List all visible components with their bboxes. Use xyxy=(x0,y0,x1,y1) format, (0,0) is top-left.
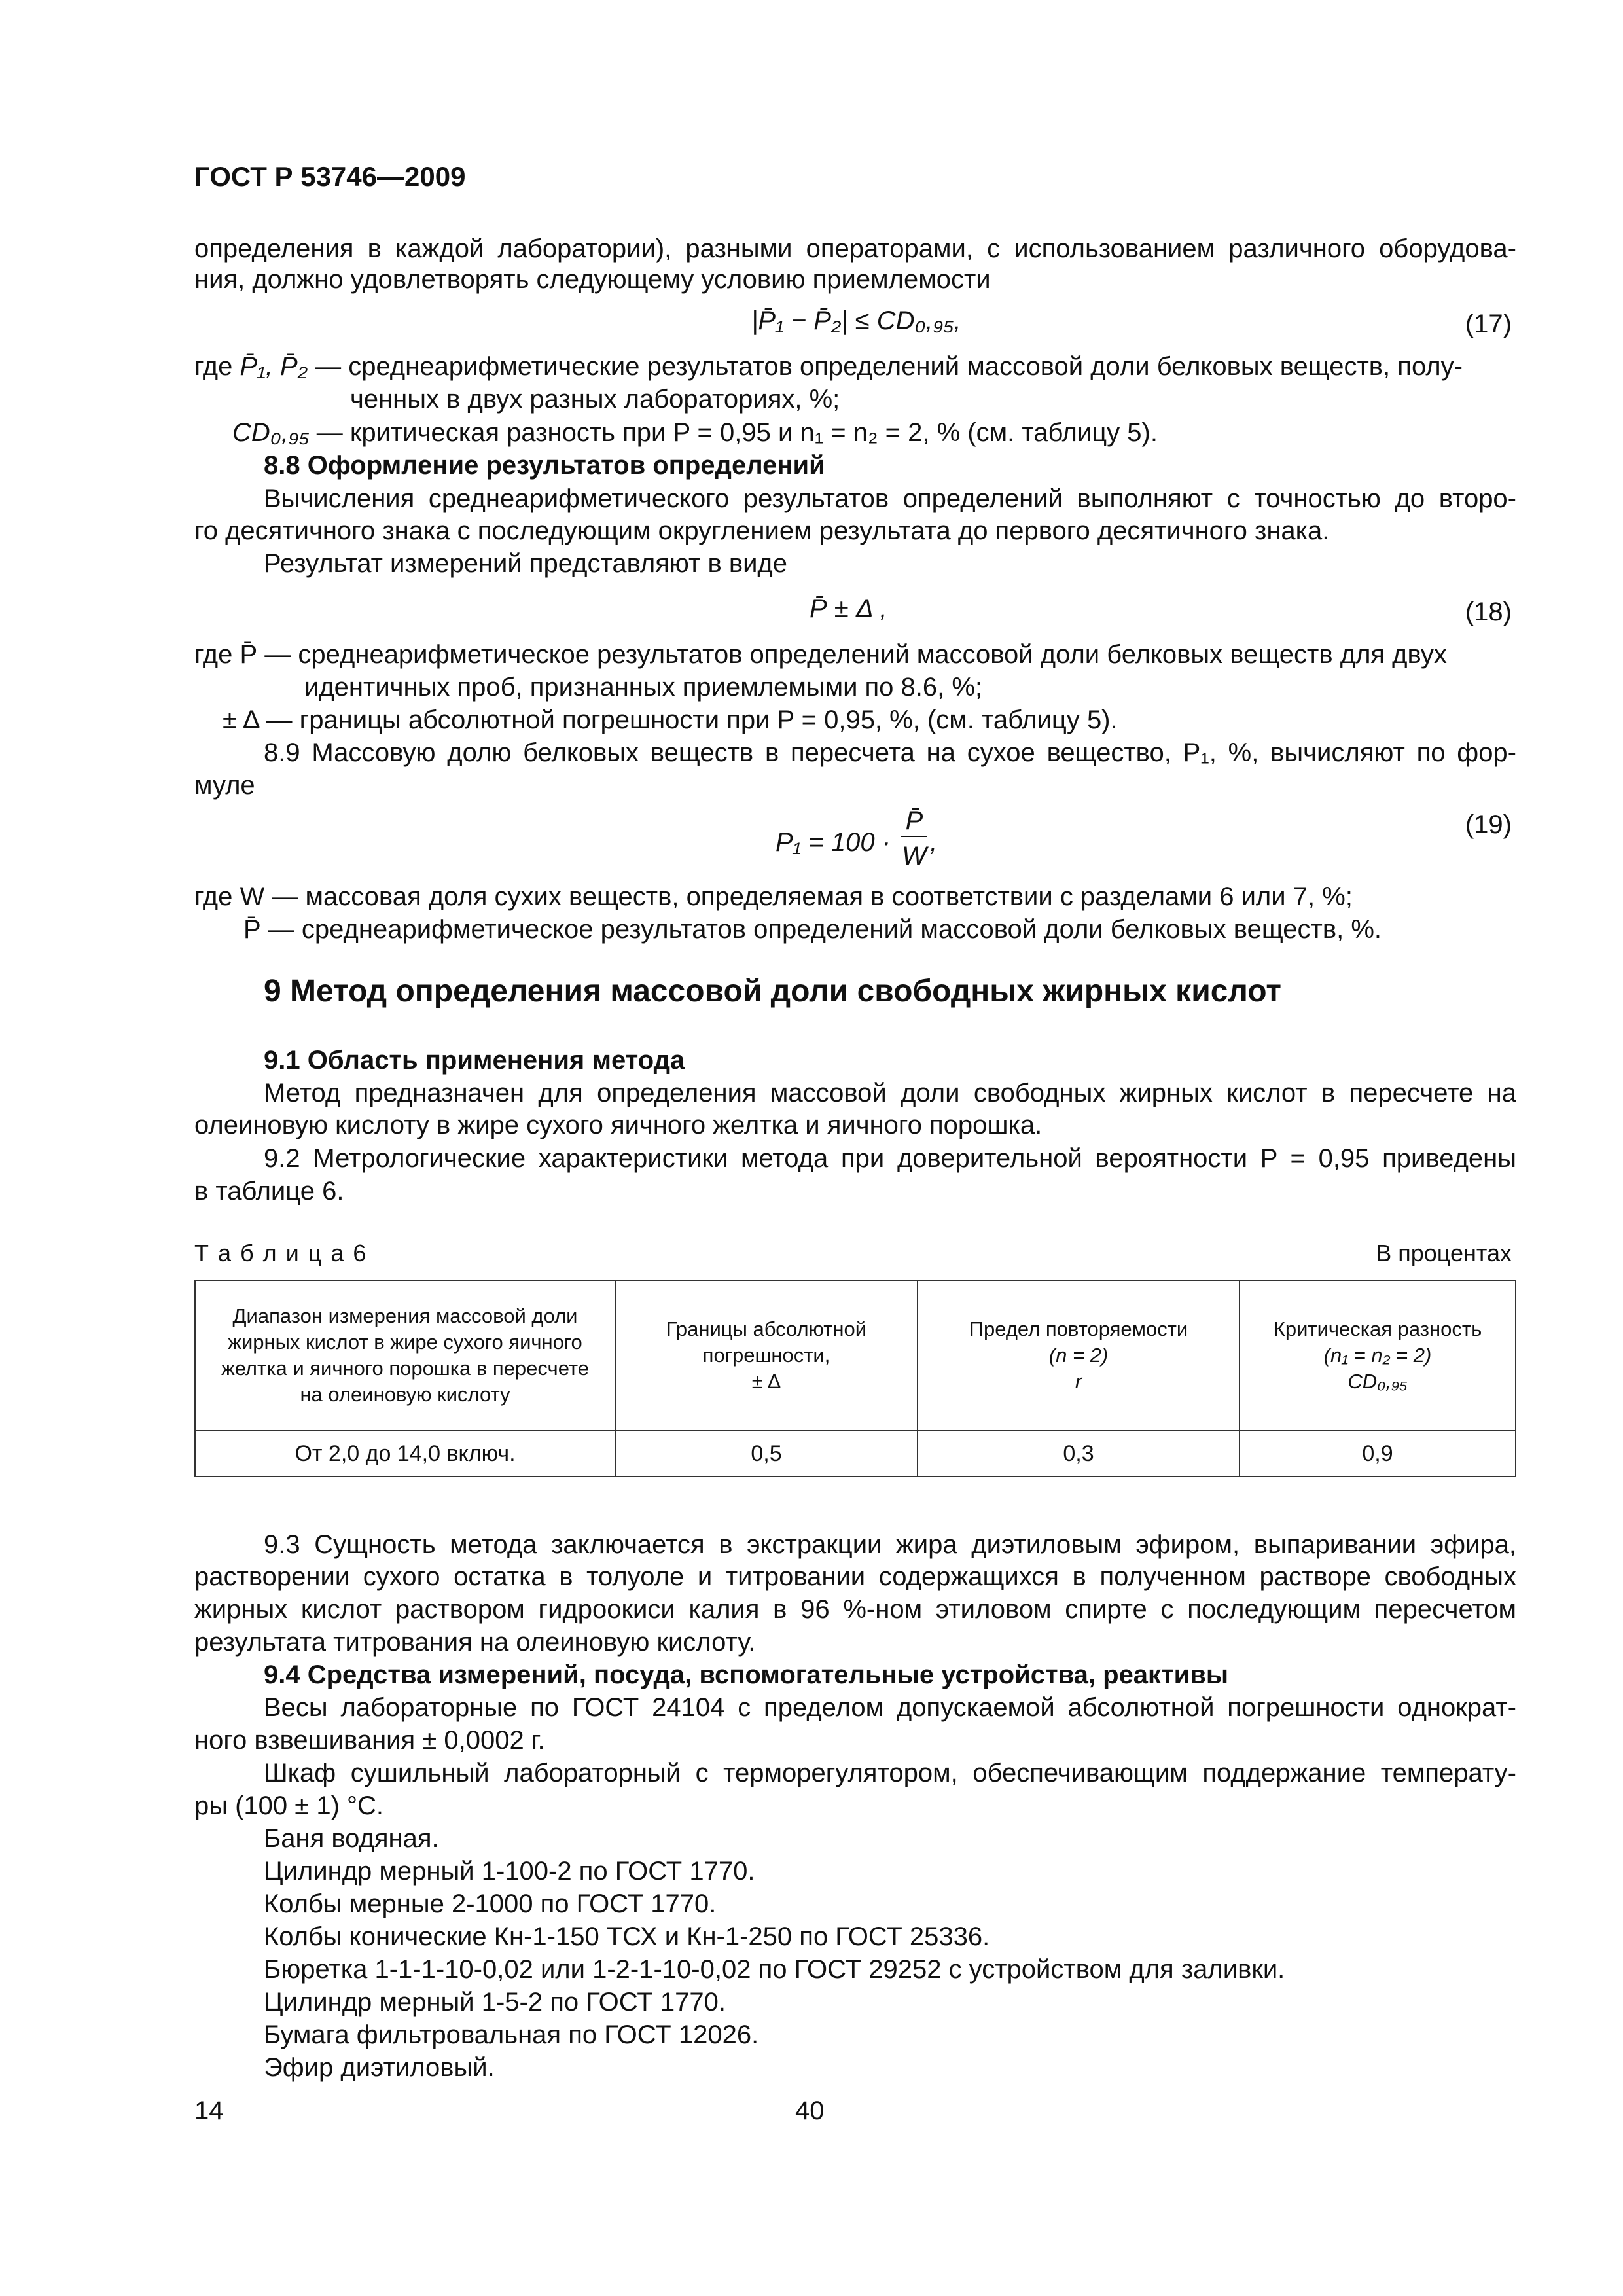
table-caption: Т а б л и ц а 6 xyxy=(194,1240,368,1266)
where-line: где W — массовая доля сухих веществ, определяемая в соответствии с разделами 6 или 7, %; xyxy=(194,882,1353,911)
text-line: олеиновую кислоту в жире сухого яичного желтка и яичного порошка. xyxy=(194,1111,1043,1139)
header-line: (n₁ = n₂ = 2) xyxy=(1323,1344,1432,1367)
subsection-heading: 9.1 Область применения метода xyxy=(264,1046,685,1075)
where-line: P̄ — среднеарифметическое результатов определений массовой доли белковых веществ, %. xyxy=(243,915,1382,944)
standard-header: ГОСТ Р 53746—2009 xyxy=(194,161,466,192)
table-cell: 0,3 xyxy=(918,1431,1240,1477)
subsection-heading: 9.4 Средства измерений, посуда, вспомогательные устройства, реактивы xyxy=(264,1660,1229,1689)
text-line: Вычисления среднеарифметического результатов определений выполняют с точностью до второ- xyxy=(264,484,1516,513)
where-line xyxy=(194,350,1463,383)
table-units: В процентах xyxy=(1376,1240,1512,1266)
section-title: 9 Метод определения массовой доли свободных жирных кислот xyxy=(264,974,1281,1009)
table-row xyxy=(195,1431,1516,1477)
table-cell: 0,9 xyxy=(1240,1431,1516,1477)
formula-tail: , xyxy=(930,828,938,857)
where-line: ± Δ — границы абсолютной погрешности при P = 0,95, %, (см. таблицу 5). xyxy=(223,706,1118,734)
where-line xyxy=(232,416,1158,449)
fraction-denominator: W xyxy=(902,842,927,870)
where-line: где P̄ — среднеарифметическое результатов определений массовой доли белковых веществ для двух xyxy=(194,640,1447,669)
where-line: идентичных проб, признанных приемлемыми по 8.6, %; xyxy=(304,673,983,702)
text-line: ния, должно удовлетворять следующему условию приемлемости xyxy=(194,265,991,294)
formula-17: |P̄₁ − P̄₂| ≤ CD₀,₉₅, xyxy=(751,306,961,335)
symbol: CD₀,₉₅ xyxy=(232,418,310,447)
text-line: го десятичного знака с последующим округлением результата до первого десятичного знака. xyxy=(194,516,1330,545)
header-cell-range xyxy=(195,1280,615,1431)
header-line: Границы абсолютной xyxy=(666,1318,867,1340)
table-cell: От 2,0 до 14,0 включ. xyxy=(195,1431,615,1477)
where-word: где xyxy=(194,352,240,381)
text-line: муле xyxy=(194,771,255,800)
list-item: Эфир диэтиловый. xyxy=(264,2053,495,2082)
text-line: ры (100 ± 1) °С. xyxy=(194,1791,384,1820)
header-line: жирных кислот в жире сухого яичного xyxy=(228,1331,582,1354)
formula-lhs: P₁ = 100 · xyxy=(776,828,891,857)
text-line: в таблице 6. xyxy=(194,1177,344,1206)
where-line: ченных в двух разных лабораториях, %; xyxy=(350,385,840,414)
text-line: Метод предназначен для определения массовой доли свободных жирных кислот в пересчете на xyxy=(264,1079,1516,1107)
list-item: Цилиндр мерный 1-100-2 по ГОСТ 1770. xyxy=(264,1857,755,1886)
header-line: Диапазон измерения массовой доли xyxy=(232,1304,578,1327)
text-line: 9.2 Метрологические характеристики метода при доверительной вероятности P = 0,95 приведены xyxy=(264,1144,1516,1173)
header-line: на олеиновую кислоту xyxy=(300,1383,510,1406)
header-line: ± Δ xyxy=(751,1370,781,1393)
header-cell-critical-difference xyxy=(1240,1280,1516,1431)
formula-18: P̄ ± Δ , xyxy=(810,594,887,623)
text-line: 9.3 Сущность метода заключается в экстракции жира диэтиловым эфиром, выпаривании эфира, xyxy=(264,1530,1516,1559)
formula-number: (18) xyxy=(1465,598,1512,626)
formula-number: (19) xyxy=(1465,810,1512,839)
symbol: P̄₁, P̄₂ xyxy=(240,352,308,381)
table-6 xyxy=(194,1280,1516,1477)
text-line: Весы лабораторные по ГОСТ 24104 с пределом допускаемой абсолютной погрешности однократ- xyxy=(264,1693,1516,1722)
text-line: Шкаф сушильный лабораторный с терморегулятором, обеспечивающим поддержание температу- xyxy=(264,1759,1516,1787)
header-line: погрешности, xyxy=(702,1344,830,1367)
text-line: результата титрования на олеиновую кислоту. xyxy=(194,1628,756,1657)
header-cell-abs-error xyxy=(615,1280,918,1431)
formula-number: (17) xyxy=(1465,310,1512,338)
list-item: Колбы конические Кн-1-150 ТСХ и Кн-1-250 по ГОСТ 25336. xyxy=(264,1922,990,1951)
list-item: Цилиндр мерный 1-5-2 по ГОСТ 1770. xyxy=(264,1988,726,2017)
list-item: Колбы мерные 2-1000 по ГОСТ 1770. xyxy=(264,1890,717,1918)
table-header-row xyxy=(195,1280,1516,1431)
list-item: Бюретка 1-1-1-10-0,02 или 1-2-1-10-0,02 по ГОСТ 29252 с устройством для заливки. xyxy=(264,1955,1285,1984)
text-line: ного взвешивания ± 0,0002 г. xyxy=(194,1726,545,1755)
sheet-number: 40 xyxy=(795,2096,825,2125)
text-line: 8.9 Массовую долю белковых веществ в пересчета на сухое вещество, P₁, %, вычисляют по фор- xyxy=(264,738,1516,767)
header-cell-repeatability xyxy=(918,1280,1240,1431)
header-line: Предел повторяемости xyxy=(969,1318,1188,1340)
header-line: r xyxy=(1075,1370,1082,1393)
list-item: Баня водяная. xyxy=(264,1824,439,1853)
header-line: Критическая разность xyxy=(1273,1318,1482,1340)
header-line: (n = 2) xyxy=(1048,1344,1109,1367)
list-item: Бумага фильтровальная по ГОСТ 12026. xyxy=(264,2020,759,2049)
table-cell: 0,5 xyxy=(615,1431,918,1477)
text-line: жирных кислот раствором гидроокиси калия в 96 %-ном этиловом спирте с последующим пересчетом xyxy=(194,1595,1516,1624)
header-line: желтка и яичного порошка в пересчете xyxy=(221,1357,590,1380)
where-text: — критическая разность при P = 0,95 и n₁ = n₂ = 2, % (см. таблицу 5). xyxy=(309,418,1158,447)
page-number: 14 xyxy=(194,2096,224,2125)
text-line: определения в каждой лаборатории), разными операторами, с использованием различного оборудова- xyxy=(194,234,1516,263)
text-line: растворении сухого остатка в толуоле и титровании содержащихся в полученном растворе свободных xyxy=(194,1562,1516,1591)
header-line: CD₀,₉₅ xyxy=(1347,1370,1408,1393)
text-line: Результат измерений представляют в виде xyxy=(264,549,787,578)
subsection-heading: 8.8 Оформление результатов определений xyxy=(264,451,825,480)
where-text: — среднеарифметические результатов определений массовой доли белковых веществ, полу- xyxy=(307,352,1463,381)
fraction-numerator: P̄ xyxy=(901,806,927,837)
